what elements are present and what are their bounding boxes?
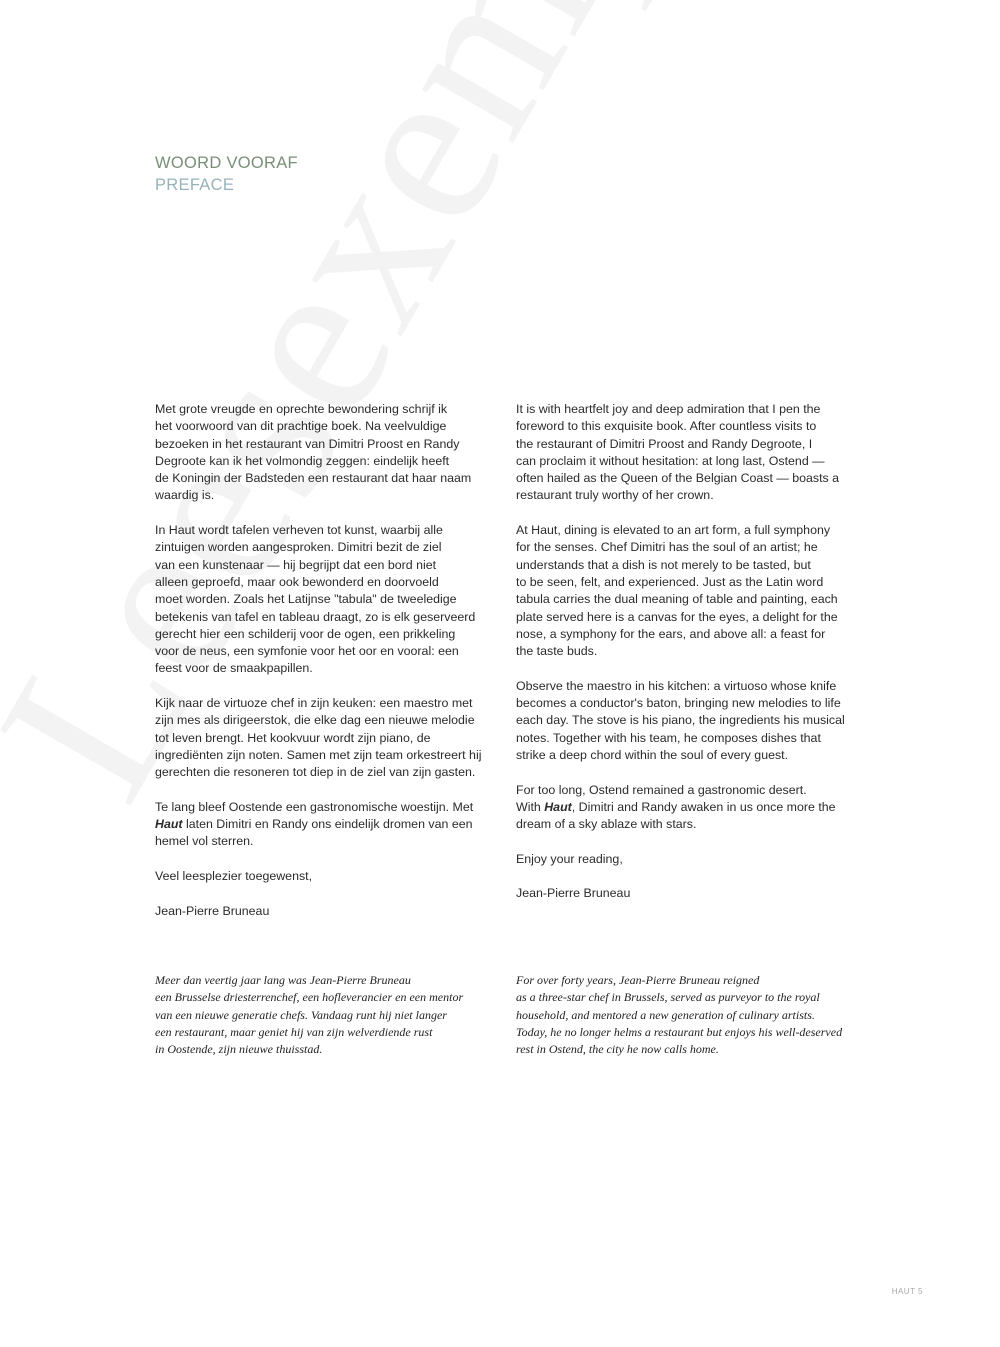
- text-line: moet worden. Zoals het Latijnse "tabula" de tweeledige: [155, 592, 457, 607]
- bio-line: Today, he no longer helms a restaurant but enjoys his well-deserved: [516, 1024, 843, 1039]
- text-line: strike a deep chord within the soul of every guest.: [516, 747, 789, 762]
- text-line: gerechten die resoneren tot diep in de ziel van zijn gasten.: [155, 765, 476, 780]
- text-line: often hailed as the Queen of the Belgian Coast — boasts a: [516, 471, 840, 486]
- bio-line: as a three-star chef in Brussels, served as purveyor to the royal: [516, 990, 820, 1005]
- text-line: restaurant truly worthy of her crown.: [516, 488, 714, 503]
- dutch-paragraph-4: [155, 799, 490, 851]
- text-line: alleen geproefd, maar ook bewonderd en doorvoeld: [155, 574, 439, 589]
- haut-emphasis: Haut: [155, 817, 183, 832]
- text-line: het voorwoord van dit prachtige boek. Na veelvuldige: [155, 419, 447, 434]
- english-paragraph-3: [516, 678, 846, 764]
- bio-line: in Oostende, zijn nieuwe thuisstad.: [155, 1042, 323, 1057]
- text-line: van een kunstenaar — hij begrijpt dat een bord niet: [155, 557, 437, 572]
- text-line: waardig is.: [155, 488, 215, 503]
- text-line: gerecht hier een schilderij voor de ogen, een prikkeling: [155, 626, 456, 641]
- text-line: plate served here is a canvas for the eyes, a delight for the: [516, 609, 838, 624]
- text-line: the restaurant of Dimitri Proost and Randy Degroote, I: [516, 436, 813, 451]
- text-line: dream of a sky ablaze with stars.: [516, 817, 697, 832]
- text-line: de Koningin der Badsteden een restaurant dat haar naam: [155, 471, 472, 486]
- text-fragment: , Dimitri and Randy awaken in us once more the: [571, 799, 836, 814]
- bio-english: [516, 972, 846, 1058]
- title-english: PREFACE: [155, 176, 235, 194]
- text-line: understands that a dish is not merely to be tasted, but: [516, 557, 811, 572]
- dutch-paragraph-2: [155, 522, 490, 678]
- dutch-closing: Veel leesplezier toegewenst,: [155, 869, 313, 884]
- bio-line: rest in Ostend, the city he now calls home.: [516, 1042, 719, 1057]
- bio-dutch: [155, 972, 485, 1058]
- text-line: voor de neus, een symfonie voor het oor en vooral: een: [155, 644, 459, 659]
- bio-line: Meer dan veertig jaar lang was Jean-Pierre Bruneau: [155, 973, 411, 987]
- page-number: HAUT 5: [891, 1287, 923, 1296]
- text-line: to be seen, felt, and experienced. Just as the Latin word: [516, 574, 824, 589]
- english-closing: Enjoy your reading,: [516, 851, 623, 866]
- text-line: becomes a conductor's baton, bringing new melodies to life: [516, 696, 841, 711]
- dutch-column: [155, 401, 490, 937]
- text-line: nose, a symphony for the ears, and above all: a feast for: [516, 626, 826, 641]
- english-signature: Jean-Pierre Bruneau: [516, 886, 631, 901]
- page-heading: [155, 152, 298, 196]
- haut-emphasis: Haut: [544, 799, 572, 814]
- text-line: hemel vol sterren.: [155, 834, 254, 849]
- english-paragraph-2: [516, 522, 846, 660]
- dutch-signature: Jean-Pierre Bruneau: [155, 903, 270, 918]
- text-line: In Haut wordt tafelen verheven tot kunst, waarbij alle: [155, 523, 443, 538]
- text-line: can proclaim it without hesitation: at long last, Ostend —: [516, 453, 825, 468]
- text-line: ingrediënten zijn noten. Samen met zijn team orkestreert hij: [155, 747, 482, 762]
- dutch-paragraph-1: [155, 401, 490, 505]
- text-line: bezoeken in het restaurant van Dimitri Proost en Randy: [155, 436, 460, 451]
- english-paragraph-1: [516, 401, 846, 505]
- bio-line: een Brusselse driesterrenchef, een hofleverancier en een mentor: [155, 990, 464, 1005]
- text-line: tabula carries the dual meaning of table and painting, each: [516, 592, 838, 607]
- text-line: At Haut, dining is elevated to an art form, a full symphony: [516, 523, 831, 538]
- text-fragment: With: [516, 799, 545, 814]
- english-paragraph-4: [516, 782, 846, 834]
- text-line: foreword to this exquisite book. After countless visits to: [516, 419, 817, 434]
- text-line: [155, 816, 490, 833]
- text-line: zijn mes als dirigeerstok, die elke dag een nieuwe melodie: [155, 713, 475, 728]
- bio-line: For over forty years, Jean-Pierre Bruneau reigned: [516, 973, 760, 987]
- text-line: feest voor de smaakpapillen.: [155, 661, 313, 676]
- text-line: Te lang bleef Oostende een gastronomische woestijn. Met: [155, 799, 474, 814]
- text-line: For too long, Ostend remained a gastronomic desert.: [516, 782, 807, 797]
- text-line: betekenis van tafel en tableau draagt, zo is elk geserveerd: [155, 609, 476, 624]
- text-line: [516, 799, 846, 816]
- text-line: each day. The stove is his piano, the ingredients his musical: [516, 713, 845, 728]
- bio-line: van een nieuwe generatie chefs. Vandaag runt hij niet langer: [155, 1007, 447, 1022]
- text-line: Met grote vreugde en oprechte bewondering schrijf ik: [155, 402, 448, 416]
- text-line: tot leven brengt. Het kookvuur wordt zijn piano, de: [155, 730, 431, 745]
- text-line: Kijk naar de virtuoze chef in zijn keuken: een maestro met: [155, 696, 473, 711]
- text-line: It is with heartfelt joy and deep admiration that I pen the: [516, 402, 821, 416]
- english-column: [516, 401, 846, 920]
- dutch-paragraph-3: [155, 695, 490, 781]
- bio-line: een restaurant, maar geniet hij van zijn welverdiende rust: [155, 1024, 433, 1039]
- text-line: Observe the maestro in his kitchen: a virtuoso whose knife: [516, 678, 837, 693]
- text-line: Degroote kan ik het volmondig zeggen: eindelijk heeft: [155, 453, 450, 468]
- bio-line: household, and mentored a new generation of culinary artists.: [516, 1007, 815, 1022]
- text-line: zintuigen worden aangesproken. Dimitri bezit de ziel: [155, 540, 442, 555]
- title-dutch: WOORD VOORAF: [155, 154, 298, 172]
- text-line: notes. Together with his team, he composes dishes that: [516, 730, 821, 745]
- text-line: the taste buds.: [516, 644, 598, 659]
- text-fragment: laten Dimitri en Randy ons eindelijk dromen van een: [182, 817, 473, 832]
- text-line: for the senses. Chef Dimitri has the soul of an artist; he: [516, 540, 818, 555]
